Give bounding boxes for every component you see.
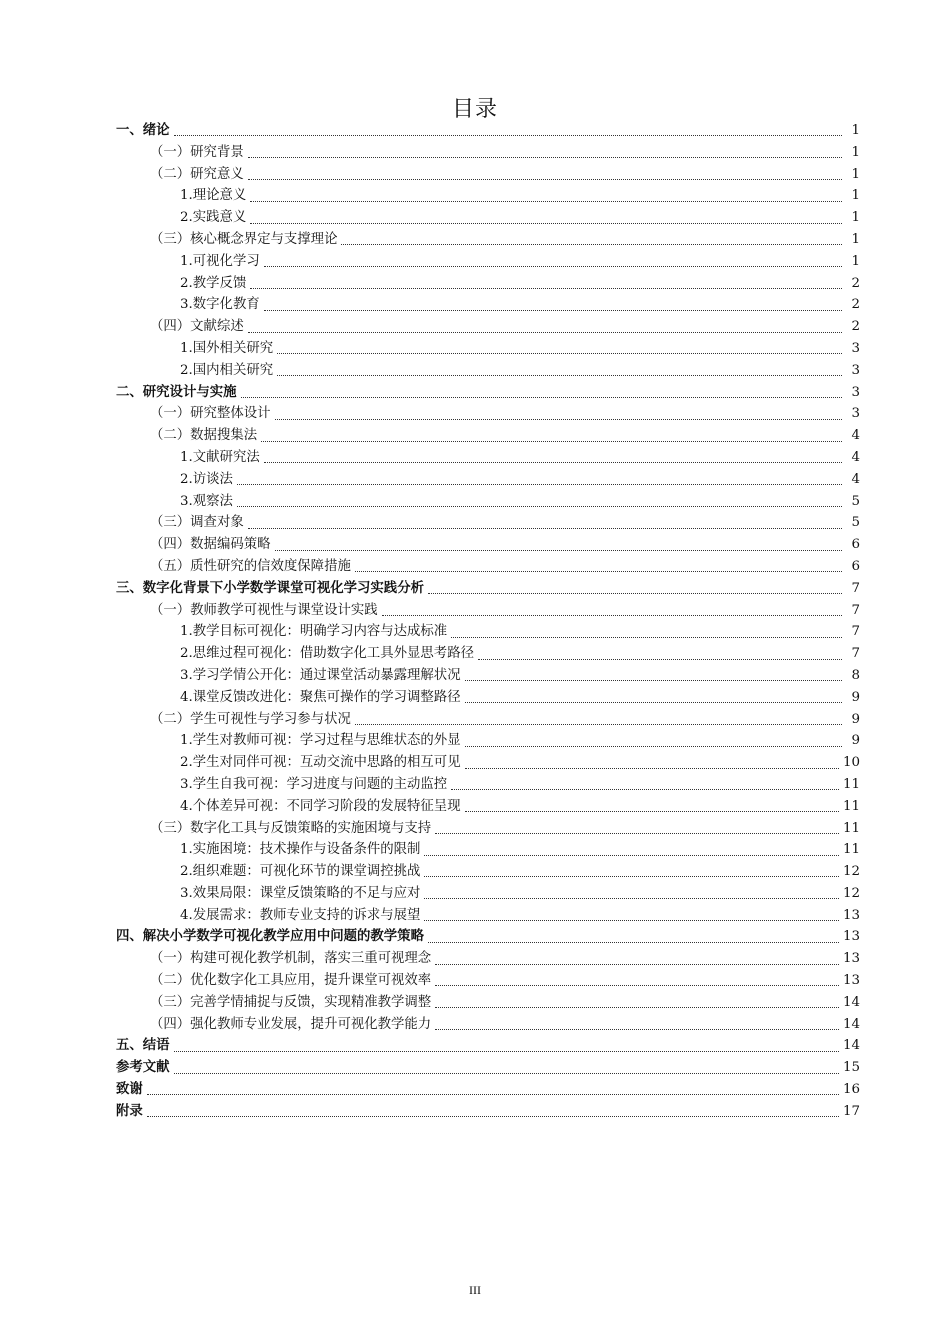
toc-entry-label: 4.课堂反馈改进化：聚焦可操作的学习调整路径: [180, 689, 461, 705]
toc-entry[interactable]: [116, 709, 860, 731]
toc-entry[interactable]: [116, 207, 860, 229]
toc-entry[interactable]: [116, 447, 860, 469]
toc-entry-label: （二）数据搜集法: [150, 428, 258, 444]
toc-entry[interactable]: [116, 534, 860, 556]
toc-entry-page: 7: [851, 624, 860, 640]
toc-entry[interactable]: [116, 839, 860, 861]
toc-leader-dots: [174, 1051, 839, 1052]
toc-entry-label: （二）学生可视性与学习参与状况: [150, 711, 351, 727]
toc-entry-page: 2: [851, 275, 860, 291]
toc-entry[interactable]: [116, 796, 860, 818]
toc-entry-label: （三）完善学情捕捉与反馈，实现精准教学调整: [150, 994, 432, 1010]
toc-entry-page: 14: [842, 994, 860, 1010]
toc-leader-dots: [250, 223, 842, 224]
toc-entry-page: 7: [851, 646, 860, 662]
toc-entry-page: 1: [851, 188, 860, 204]
toc-entry[interactable]: [116, 1035, 860, 1057]
toc-entry-page: 12: [842, 864, 860, 880]
toc-entry-label: 3.学生自我可视：学习进度与问题的主动监控: [180, 776, 448, 792]
toc-entry[interactable]: [116, 905, 860, 927]
toc-leader-dots: [248, 179, 842, 180]
toc-entry-label: 3.观察法: [180, 493, 233, 509]
toc-leader-dots: [428, 942, 839, 943]
toc-leader-dots: [174, 135, 842, 136]
toc-entry[interactable]: [116, 338, 860, 360]
toc-entry-label: 四、解决小学数学可视化教学应用中问题的教学策略: [116, 929, 424, 945]
toc-entry-label: （四）文献综述: [150, 319, 244, 335]
toc-entry-page: 9: [851, 733, 860, 749]
toc-leader-dots: [424, 876, 839, 877]
toc-leader-dots: [465, 702, 842, 703]
toc-entry-label: 1.教学目标可视化：明确学习内容与达成标准: [180, 624, 448, 640]
toc-entry[interactable]: [116, 1014, 860, 1036]
toc-leader-dots: [465, 746, 842, 747]
toc-leader-dots: [478, 659, 842, 660]
toc-entry[interactable]: [116, 1101, 860, 1123]
toc-entry-label: 致谢: [116, 1082, 143, 1098]
toc-entry[interactable]: [116, 818, 860, 840]
toc-leader-dots: [435, 985, 839, 986]
toc-leader-dots: [237, 506, 842, 507]
toc-entry[interactable]: [116, 512, 860, 534]
toc-entry-page: 9: [851, 711, 860, 727]
toc-entry-label: 2.思维过程可视化：借助数字化工具外显思考路径: [180, 646, 474, 662]
toc-leader-dots: [435, 833, 839, 834]
toc-entry-label: 3.效果局限：课堂反馈策略的不足与应对: [180, 885, 421, 901]
toc-leader-dots: [424, 920, 839, 921]
toc-leader-dots: [275, 419, 842, 420]
toc-entry[interactable]: [116, 251, 860, 273]
toc-entry[interactable]: [116, 425, 860, 447]
toc-leader-dots: [261, 441, 842, 442]
toc-entry[interactable]: [116, 491, 860, 513]
toc-entry-label: （三）数字化工具与反馈策略的实施困境与支持: [150, 820, 432, 836]
toc-leader-dots: [237, 484, 842, 485]
toc-leader-dots: [465, 768, 839, 769]
toc-entry-label: 1.文献研究法: [180, 449, 260, 465]
toc-leader-dots: [277, 353, 842, 354]
toc-entry-page: 16: [842, 1082, 860, 1098]
toc-entry-page: 2: [851, 297, 860, 313]
toc-leader-dots: [275, 550, 842, 551]
toc-leader-dots: [341, 244, 842, 245]
toc-leader-dots: [264, 310, 842, 311]
toc-entry-page: 1: [851, 231, 860, 247]
page-title: 目录: [451, 97, 498, 122]
toc-leader-dots: [264, 462, 842, 463]
toc-entry-page: 1: [851, 123, 860, 138]
toc-entry-label: 五、结语: [116, 1038, 170, 1054]
toc-entry-label: 1.学生对教师可视：学习过程与思维状态的外显: [180, 733, 461, 749]
toc-leader-dots: [435, 1029, 839, 1030]
toc-entry[interactable]: [116, 1079, 860, 1101]
toc-entry[interactable]: [116, 294, 860, 316]
toc-entry-page: 3: [851, 362, 860, 378]
toc-entry-page: 2: [851, 319, 860, 335]
toc-entry-page: 9: [851, 689, 860, 705]
toc-entry[interactable]: [116, 229, 860, 251]
toc-entry[interactable]: [116, 185, 860, 207]
toc-entry[interactable]: [116, 164, 860, 186]
toc-entry-page: 4: [851, 428, 860, 444]
toc-entry[interactable]: [116, 948, 860, 970]
toc-entry-page: 1: [851, 210, 860, 226]
toc-entry[interactable]: [116, 273, 860, 295]
toc-entry-page: 14: [842, 1038, 860, 1054]
toc-entry-label: （三）核心概念界定与支撑理论: [150, 231, 338, 247]
toc-entry-label: （一）构建可视化教学机制，落实三重可视理念: [150, 951, 432, 967]
toc-entry-label: 1.实施困境：技术操作与设备条件的限制: [180, 842, 421, 858]
toc-entry-label: 2.学生对同伴可视：互动交流中思路的相互可见: [180, 755, 461, 771]
toc-entry-label: 3.学习学情公开化：通过课堂活动暴露理解状况: [180, 667, 461, 683]
toc-entry-page: 4: [851, 449, 860, 465]
toc-entry-page: 13: [842, 907, 860, 923]
toc-leader-dots: [355, 724, 842, 725]
toc-entry-label: 三、数字化背景下小学数学课堂可视化学习实践分析: [116, 580, 424, 596]
toc-entry-label: （四）数据编码策略: [150, 537, 271, 553]
toc-leader-dots: [174, 1073, 839, 1074]
toc-leader-dots: [277, 375, 842, 376]
toc-entry-page: 13: [842, 929, 860, 945]
toc-entry[interactable]: [116, 643, 860, 665]
toc-entry-label: 附录: [116, 1103, 143, 1119]
toc-entry[interactable]: [116, 556, 860, 578]
toc-entry-page: 8: [851, 667, 860, 683]
toc-entry-page: 1: [851, 253, 860, 269]
toc-entry[interactable]: [116, 730, 860, 752]
toc-entry[interactable]: [116, 382, 860, 404]
toc-leader-dots: [382, 615, 842, 616]
table-of-contents: [116, 120, 860, 1123]
toc-leader-dots: [248, 157, 842, 158]
toc-entry-label: （三）调查对象: [150, 515, 244, 531]
toc-leader-dots: [250, 201, 842, 202]
toc-leader-dots: [465, 811, 839, 812]
toc-leader-dots: [147, 1094, 839, 1095]
toc-leader-dots: [451, 637, 842, 638]
toc-leader-dots: [241, 397, 842, 398]
toc-entry-page: 5: [851, 493, 860, 509]
toc-entry[interactable]: [116, 883, 860, 905]
toc-entry-page: 6: [851, 558, 860, 574]
toc-entry-page: 1: [851, 166, 860, 182]
toc-entry-label: 二、研究设计与实施: [116, 384, 237, 400]
toc-entry-page: 14: [842, 1016, 860, 1032]
toc-entry-label: 3.数字化教育: [180, 297, 260, 313]
toc-leader-dots: [248, 332, 842, 333]
toc-entry-page: 13: [842, 951, 860, 967]
toc-entry-page: 3: [851, 340, 860, 356]
toc-entry-label: 参考文献: [116, 1060, 170, 1076]
toc-entry-page: 1: [851, 144, 860, 160]
toc-entry-label: 1.可视化学习: [180, 253, 260, 269]
toc-entry-page: 13: [842, 973, 860, 989]
toc-entry-page: 7: [851, 580, 860, 596]
toc-entry[interactable]: [116, 752, 860, 774]
toc-entry-page: 6: [851, 537, 860, 553]
toc-entry-page: 11: [842, 820, 860, 836]
toc-entry-page: 17: [842, 1103, 860, 1119]
toc-leader-dots: [465, 680, 842, 681]
toc-entry-label: 4.个体差异可视：不同学习阶段的发展特征呈现: [180, 798, 461, 814]
toc-entry-label: （二）研究意义: [150, 166, 244, 182]
toc-entry-page: 11: [842, 798, 860, 814]
toc-entry-page: 3: [851, 384, 860, 400]
toc-leader-dots: [424, 898, 839, 899]
toc-entry-page: 7: [851, 602, 860, 618]
toc-leader-dots: [428, 593, 842, 594]
toc-entry[interactable]: [116, 469, 860, 491]
toc-leader-dots: [250, 288, 842, 289]
toc-leader-dots: [355, 571, 842, 572]
toc-entry-page: 4: [851, 471, 860, 487]
toc-entry-label: （一）研究背景: [150, 144, 244, 160]
toc-entry-page: 11: [842, 776, 860, 792]
toc-entry-label: （二）优化数字化工具应用，提升课堂可视效率: [150, 973, 432, 989]
toc-entry-label: 2.国内相关研究: [180, 362, 274, 378]
toc-entry-label: 1.理论意义: [180, 188, 247, 204]
toc-entry[interactable]: [116, 600, 860, 622]
toc-entry-page: 5: [851, 515, 860, 531]
toc-entry[interactable]: [116, 621, 860, 643]
toc-entry-label: （四）强化教师专业发展，提升可视化教学能力: [150, 1016, 432, 1032]
toc-entry-page: 3: [851, 406, 860, 422]
toc-entry[interactable]: [116, 665, 860, 687]
toc-entry[interactable]: [116, 992, 860, 1014]
toc-entry[interactable]: [116, 360, 860, 382]
toc-entry-label: 2.组织难题：可视化环节的课堂调控挑战: [180, 864, 421, 880]
toc-entry-label: （一）教师教学可视性与课堂设计实践: [150, 602, 378, 618]
toc-entry[interactable]: [116, 316, 860, 338]
toc-leader-dots: [147, 1116, 839, 1117]
toc-entry-label: （一）研究整体设计: [150, 406, 271, 422]
page-number: III: [469, 1283, 481, 1297]
toc-entry[interactable]: [116, 774, 860, 796]
toc-leader-dots: [435, 964, 839, 965]
toc-leader-dots: [435, 1007, 839, 1008]
toc-leader-dots: [424, 855, 839, 856]
toc-entry-label: 2.实践意义: [180, 210, 247, 226]
toc-entry[interactable]: [116, 861, 860, 883]
toc-leader-dots: [248, 528, 842, 529]
toc-entry[interactable]: [116, 926, 860, 948]
toc-leader-dots: [264, 266, 842, 267]
toc-entry-label: 2.教学反馈: [180, 275, 247, 291]
toc-entry-label: 4.发展需求：教师专业支持的诉求与展望: [180, 907, 421, 923]
toc-entry[interactable]: [116, 687, 860, 709]
toc-entry-page: 15: [842, 1060, 860, 1076]
toc-entry[interactable]: [116, 1057, 860, 1079]
toc-entry[interactable]: [116, 403, 860, 425]
toc-entry-page: 12: [842, 885, 860, 901]
toc-entry-label: 1.国外相关研究: [180, 340, 274, 356]
toc-entry-page: 10: [842, 755, 860, 771]
toc-entry[interactable]: [116, 970, 860, 992]
toc-entry-page: 11: [842, 842, 860, 858]
toc-entry-label: 一、绪论: [116, 123, 170, 138]
toc-entry[interactable]: [116, 578, 860, 600]
toc-entry[interactable]: [116, 120, 860, 142]
toc-entry-label: （五）质性研究的信效度保障措施: [150, 558, 351, 574]
toc-entry-label: 2.访谈法: [180, 471, 233, 487]
toc-leader-dots: [451, 789, 839, 790]
toc-entry[interactable]: [116, 142, 860, 164]
